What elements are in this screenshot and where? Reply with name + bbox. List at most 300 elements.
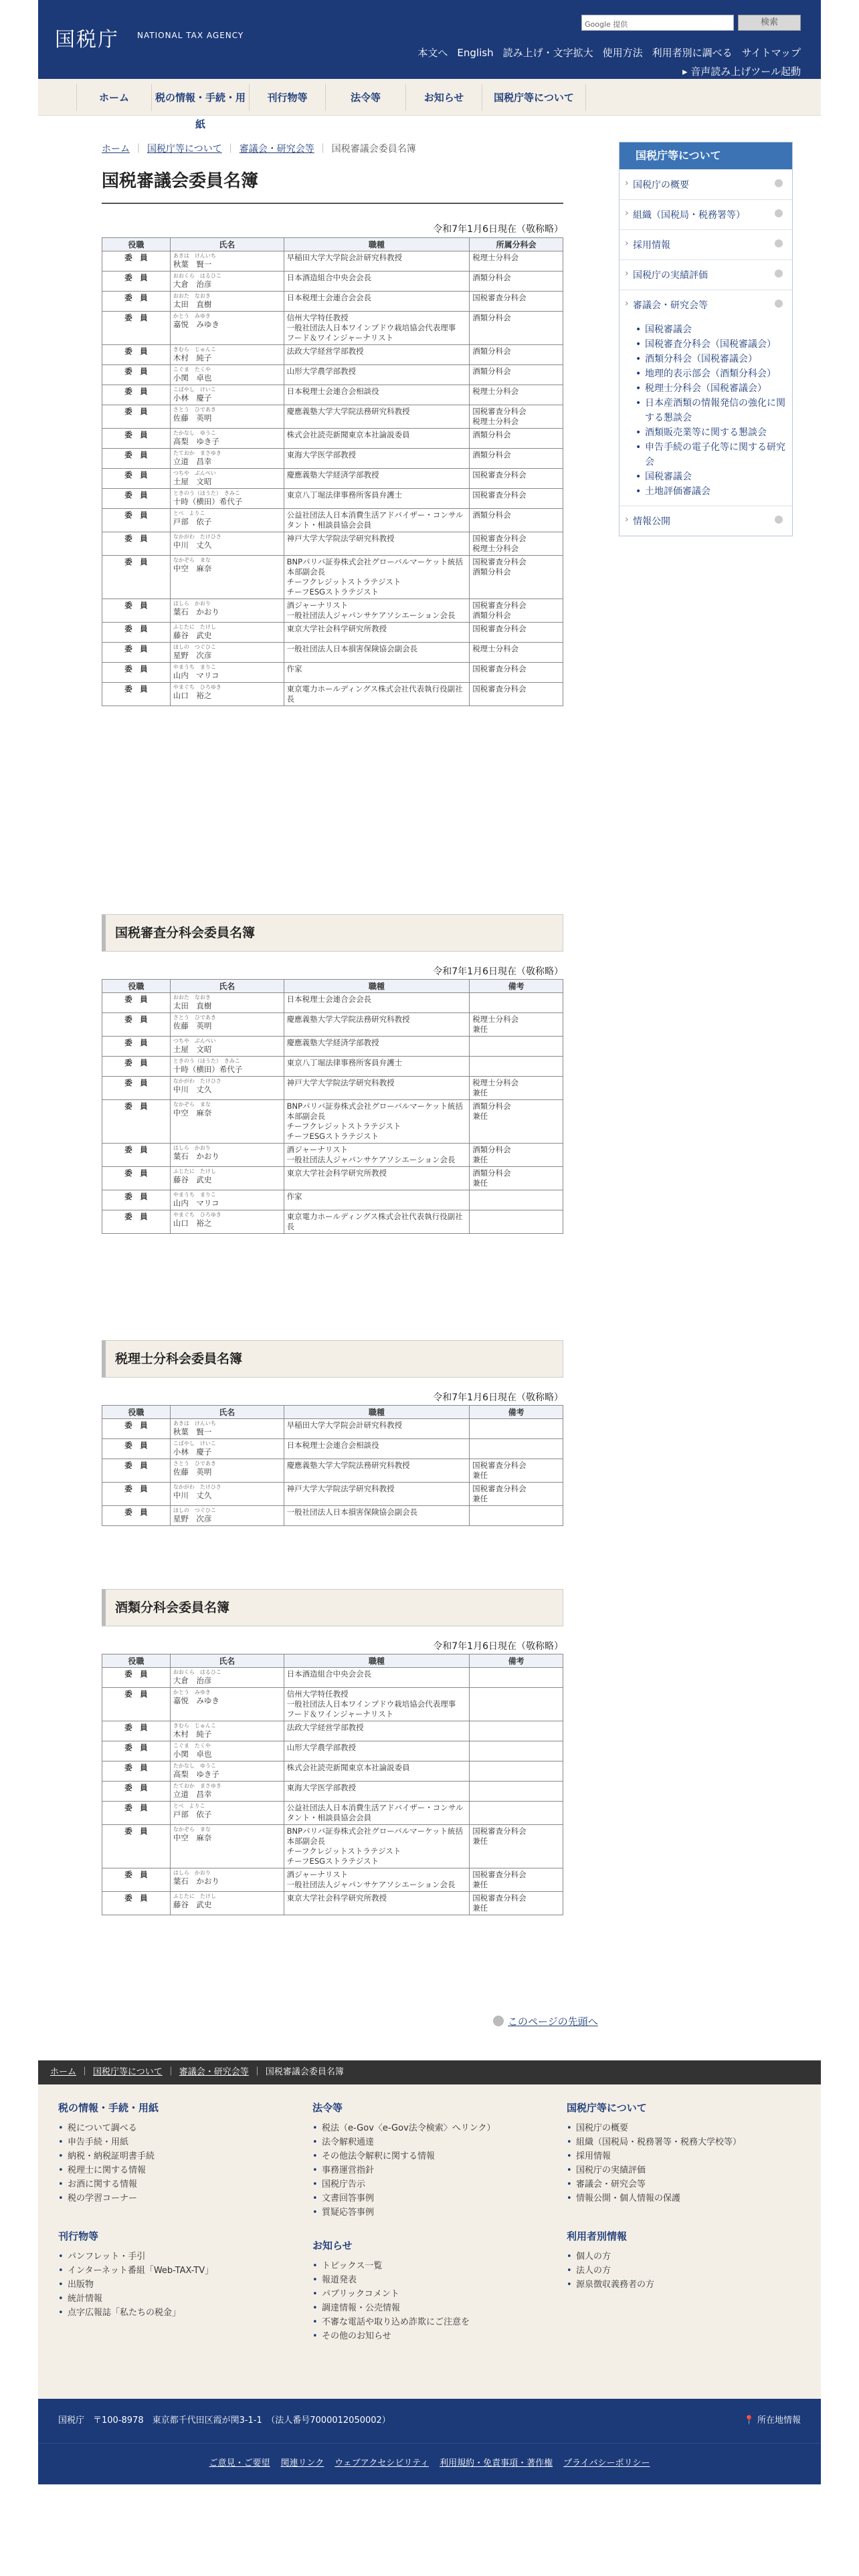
subcommittee-cell: 国税審査分科会 — [470, 292, 563, 312]
util-link[interactable]: 利用者別に調べる — [652, 47, 733, 59]
footer-link[interactable]: • 組織（国税局・税務署等・税務大学校等） — [567, 2135, 794, 2149]
post-cell: 株式会社読売新聞東京本社論説委員 — [284, 429, 470, 449]
footer-link[interactable]: • 源泉徴収義務者の方 — [567, 2278, 794, 2292]
subcommittee-cell — [470, 1037, 563, 1057]
section-title: 税理士分科会委員名簿 — [102, 1340, 563, 1378]
table-row — [102, 623, 563, 643]
name-reading: やまうち まりこ — [173, 1192, 216, 1198]
member-name: 小林 慶子 — [173, 1447, 212, 1457]
footer-column-title[interactable]: 法令等 — [312, 2102, 343, 2114]
post-cell: 公益社団法人日本消費生活アドバイザー・コンサルタント・相談員協会会員 — [284, 1802, 470, 1825]
sidebar-subitem[interactable]: • 国税審議会 — [636, 322, 785, 337]
member-name: 土屋 文昭 — [173, 1045, 212, 1054]
name-cell — [170, 1100, 284, 1144]
subcommittee-cell: 税理士分科会 — [470, 385, 563, 405]
post-cell: 作家 — [284, 663, 470, 683]
sidebar-subitem[interactable]: • 国税審査分科会（国税審議会） — [636, 337, 785, 352]
util-link[interactable]: 本文へ — [417, 47, 448, 59]
post-cell: 日本税理士会連合会相談役 — [284, 1439, 470, 1459]
post-cell: 慶應義塾大学経済学部教授 — [284, 469, 470, 489]
subcommittee-cell — [470, 1210, 563, 1234]
page-title: 国税審議会委員名簿 — [102, 167, 563, 204]
name-cell — [170, 509, 284, 532]
as-of-date: 令和7年1月6日現在（敬称略） — [433, 1641, 563, 1652]
footer-bottom-link[interactable]: プライバシーポリシー — [563, 2458, 650, 2468]
name-reading: おおくら はるひこ — [173, 1669, 221, 1675]
footer-link[interactable]: • 国税庁の実績評価 — [567, 2163, 794, 2177]
subcommittee-cell: 税理士分科会 兼任 — [470, 1013, 563, 1037]
footer-link[interactable]: • 税理士に関する情報 — [58, 2163, 286, 2177]
table-row — [102, 1077, 563, 1100]
chevron-right-icon: › — [625, 178, 629, 189]
name-cell — [170, 292, 284, 312]
table-row — [102, 1419, 563, 1439]
member-table — [102, 979, 563, 1234]
name-cell — [170, 1825, 284, 1868]
site-logo-en: NATIONAL TAX AGENCY — [137, 31, 244, 40]
table-row — [102, 1057, 563, 1077]
plus-icon — [775, 239, 783, 247]
role-cell: 委 員 — [102, 1419, 171, 1439]
subcommittee-cell: 酒類分科会 兼任 — [470, 1144, 563, 1167]
role-cell: 委 員 — [102, 1802, 171, 1825]
sidebar-item-label: 審議会・研究会等 — [633, 300, 708, 311]
table-row — [102, 272, 563, 292]
member-name: 嘉悦 みゆき — [173, 320, 219, 329]
name-reading: はしら かおり — [173, 1870, 211, 1876]
footer-address — [38, 2399, 821, 2443]
name-reading: おおくら はるひこ — [173, 273, 221, 279]
site-logo[interactable]: 国税庁 — [55, 28, 119, 51]
column-header: 職種 — [284, 980, 470, 993]
name-cell — [170, 1761, 284, 1782]
nav-item[interactable]: お知らせ — [405, 84, 482, 111]
name-reading: たておか まさゆき — [173, 1783, 221, 1789]
sidebar-subitem[interactable]: • 酒類分科会（国税審議会） — [636, 352, 785, 366]
name-reading: きむら じゅんこ — [173, 346, 216, 352]
role-cell: 委 員 — [102, 251, 171, 272]
breadcrumb-item[interactable]: 審議会・研究会等 — [179, 2067, 249, 2077]
name-reading: やまぐち ひろゆき — [173, 684, 221, 690]
footer-link[interactable]: • 納税・納税証明書手続 — [58, 2149, 286, 2163]
table-row — [102, 312, 563, 345]
sidebar-subitem[interactable]: • 土地評価審議会 — [636, 484, 785, 499]
chevron-right-icon: › — [625, 268, 629, 279]
member-name: 大倉 治彦 — [173, 280, 212, 289]
post-cell: 東海大学医学部教授 — [284, 1782, 470, 1802]
sidebar-item[interactable] — [619, 290, 792, 320]
name-reading: たておか まさゆき — [173, 450, 221, 456]
footer-link[interactable]: • その他法令解釈に関する情報 — [312, 2149, 540, 2163]
footer-column-title[interactable]: 刊行物等 — [58, 2230, 99, 2242]
name-cell — [170, 1668, 284, 1688]
sidebar-subitem[interactable]: • 税理士分科会（国税審議会） — [636, 381, 785, 396]
subcommittee-cell: 酒類分科会 — [470, 345, 563, 365]
post-cell: 神戸大学大学院法学研究科教授 — [284, 532, 470, 556]
footer-sitemap — [38, 2084, 821, 2399]
post-cell: 慶應義塾大学大学院法務研究科教授 — [284, 405, 470, 429]
role-cell: 委 員 — [102, 1057, 171, 1077]
table-header-row — [102, 980, 563, 993]
member-name: 葉石 かおり — [173, 1152, 219, 1161]
member-name: 木村 純子 — [173, 1729, 212, 1739]
role-cell: 委 員 — [102, 643, 171, 663]
column-header: 職種 — [284, 1654, 470, 1668]
role-cell: 委 員 — [102, 623, 171, 643]
footer-link[interactable]: • 出版物 — [58, 2278, 286, 2292]
role-cell: 委 員 — [102, 449, 171, 469]
name-cell — [170, 599, 284, 623]
footer-link[interactable]: • 報道発表 — [312, 2273, 540, 2287]
table-row — [102, 1741, 563, 1761]
search-input[interactable]: Google 提供 — [581, 15, 734, 31]
role-cell: 委 員 — [102, 1037, 171, 1057]
footer-link[interactable]: • 事務運営指針 — [312, 2163, 540, 2177]
name-cell — [170, 1439, 284, 1459]
table-row — [102, 1210, 563, 1234]
name-reading: ほしの つぐひこ — [173, 1507, 216, 1513]
breadcrumb-item[interactable]: 審議会・研究会等 — [239, 144, 314, 154]
table-row — [102, 663, 563, 683]
name-reading: おおた なおき — [173, 293, 211, 299]
footer-link[interactable]: • 文書回答事例 — [312, 2191, 540, 2206]
table-row — [102, 1802, 563, 1825]
footer-link[interactable]: • 調達情報・公売情報 — [312, 2301, 540, 2315]
column-header: 職種 — [284, 1406, 470, 1419]
table-row — [102, 345, 563, 365]
post-cell: 一般社団法人日本損害保険協会副会長 — [284, 1506, 470, 1526]
sidebar-head[interactable]: 国税庁等について — [619, 142, 792, 169]
name-cell — [170, 1077, 284, 1100]
footer-column — [567, 2229, 794, 2292]
member-name: 星野 次彦 — [173, 1514, 212, 1523]
footer-column-title[interactable]: 税の情報・手続・用紙 — [58, 2102, 159, 2114]
post-cell: BNPパリバ証券株式会社グローバルマーケット統括本部副会長 チーフクレジットストラテジスト チーフESGストラテジスト — [284, 1825, 470, 1868]
sidebar-subitem[interactable]: • 日本産酒類の情報発信の強化に関する懇談会 — [636, 396, 785, 425]
post-cell: 東京大学社会科学研究所教授 — [284, 1892, 470, 1915]
table-row — [102, 251, 563, 272]
column-header: 氏名 — [170, 238, 284, 251]
name-cell — [170, 1144, 284, 1167]
table-row — [102, 993, 563, 1013]
member-name: 葉石 かおり — [173, 607, 219, 617]
subcommittee-cell: 国税審査分科会 — [470, 489, 563, 509]
role-cell: 委 員 — [102, 405, 171, 429]
column-header: 氏名 — [170, 1654, 284, 1668]
role-cell: 委 員 — [102, 1761, 171, 1782]
post-cell: 早稲田大学大学院会計研究科教授 — [284, 1419, 470, 1439]
footer-column-title[interactable]: 国税庁等について — [567, 2102, 647, 2114]
member-name: 嘉悦 みゆき — [173, 1696, 219, 1705]
member-name: 小林 慶子 — [173, 393, 212, 403]
footer-link[interactable]: • パンフレット・手引 — [58, 2250, 286, 2264]
name-reading: つちや ぶんぺい — [173, 1038, 216, 1044]
footer-link[interactable]: • 審議会・研究会等 — [567, 2177, 794, 2191]
footer-bottom-link[interactable]: ご意見・ご要望 — [209, 2458, 270, 2468]
post-cell: 東京八丁堀法律事務所客員弁護士 — [284, 1057, 470, 1077]
name-reading: きむら じゅんこ — [173, 1723, 216, 1729]
footer-column-title[interactable]: 利用者別情報 — [567, 2230, 628, 2242]
name-cell — [170, 1057, 284, 1077]
table-header-row — [102, 238, 563, 251]
member-name: 木村 純子 — [173, 353, 212, 362]
post-cell: 法政大学経営学部教授 — [284, 345, 470, 365]
map-label: 所在地情報 — [757, 2416, 801, 2426]
footer-link[interactable]: • インターネット番組「Web-TAX-TV」 — [58, 2264, 286, 2278]
subcommittee-cell — [470, 1782, 563, 1802]
voice-tool-link[interactable]: ▸ 音声読み上げツール起動 — [682, 66, 801, 78]
nav-item[interactable]: 刊行物等 — [249, 84, 325, 111]
name-reading: かとう みゆき — [173, 313, 211, 319]
breadcrumb-item[interactable]: ホーム — [50, 2067, 77, 2077]
member-name: 中川 丈久 — [173, 540, 212, 550]
post-cell: 一般社団法人日本損害保険協会副会長 — [284, 643, 470, 663]
footer-link[interactable]: • 採用情報 — [567, 2149, 794, 2163]
table-row — [102, 1825, 563, 1868]
footer-link[interactable]: • パブリックコメント — [312, 2287, 540, 2301]
footer-link[interactable]: • その他のお知らせ — [312, 2329, 540, 2343]
member-name: 高梨 ゆき子 — [173, 1769, 219, 1779]
name-reading: かとう みゆき — [173, 1689, 211, 1695]
footer-column — [312, 2238, 540, 2343]
subcommittee-cell: 酒類分科会 — [470, 449, 563, 469]
footer-bottom-link[interactable]: ウェブアクセシビリティ — [335, 2458, 430, 2468]
subcommittee-cell: 国税審査分科会 税理士分科会 — [470, 532, 563, 556]
role-cell: 委 員 — [102, 1190, 171, 1210]
subcommittee-cell: 酒類分科会 兼任 — [470, 1100, 563, 1144]
name-cell — [170, 272, 284, 292]
post-cell: 慶應義塾大学大学院法務研究科教授 — [284, 1459, 470, 1483]
util-link[interactable]: English — [457, 47, 494, 59]
sidebar-item[interactable] — [619, 199, 792, 229]
name-cell — [170, 1210, 284, 1234]
role-cell: 委 員 — [102, 469, 171, 489]
search-button[interactable]: 検索 — [738, 15, 801, 31]
name-cell — [170, 1802, 284, 1825]
column-header: 役職 — [102, 238, 171, 251]
role-cell: 委 員 — [102, 1868, 171, 1892]
footer-link[interactable]: • 法人の方 — [567, 2264, 794, 2278]
breadcrumb-item: 国税審議会委員名簿 — [265, 2067, 344, 2077]
member-name: 太田 直樹 — [173, 1001, 212, 1010]
member-name: 山口 裕之 — [173, 1218, 212, 1228]
name-reading: つちや ぶんぺい — [173, 470, 216, 476]
post-cell: 山形大学農学部教授 — [284, 1741, 470, 1761]
name-cell — [170, 1782, 284, 1802]
sidebar-item[interactable] — [619, 229, 792, 259]
name-cell — [170, 1506, 284, 1526]
role-cell: 委 員 — [102, 489, 171, 509]
footer-bottom-link[interactable]: 関連リンク — [280, 2458, 324, 2468]
role-cell: 委 員 — [102, 292, 171, 312]
name-cell — [170, 1868, 284, 1892]
role-cell: 委 員 — [102, 1100, 171, 1144]
subcommittee-cell: 酒類分科会 — [470, 509, 563, 532]
post-cell: 神戸大学大学院法学研究科教授 — [284, 1483, 470, 1506]
table-row — [102, 1459, 563, 1483]
post-cell: 日本酒造組合中央会会長 — [284, 272, 470, 292]
name-cell — [170, 469, 284, 489]
footer-link[interactable]: • 不審な電話や取り込め詐欺にご注意を — [312, 2315, 540, 2329]
table-row — [102, 1439, 563, 1459]
nav-item[interactable]: 税の情報・手続・用紙 — [151, 84, 249, 111]
role-cell: 委 員 — [102, 1721, 171, 1741]
role-cell: 委 員 — [102, 1144, 171, 1167]
subcommittee-cell: 国税審査分科会 — [470, 469, 563, 489]
table-row — [102, 1483, 563, 1506]
member-name: 小関 卓也 — [173, 373, 212, 383]
footer-link[interactable]: • 法令解釈通達 — [312, 2135, 540, 2149]
footer-link[interactable]: • 申告手続・用紙 — [58, 2135, 286, 2149]
member-table-wrap — [102, 1654, 563, 1915]
table-row — [102, 385, 563, 405]
name-reading: こぐま たくや — [173, 1743, 211, 1749]
footer-link[interactable]: • 点字広報誌「私たちの税金」 — [58, 2306, 286, 2320]
post-cell: 東京電力ホールディングス株式会社代表執行役副社長 — [284, 1210, 470, 1234]
role-cell: 委 員 — [102, 345, 171, 365]
subcommittee-cell: 国税審査分科会 — [470, 623, 563, 643]
column-header: 役職 — [102, 980, 171, 993]
footer-link[interactable]: • 統計情報 — [58, 2292, 286, 2306]
name-reading: ふじたに たけし — [173, 624, 216, 630]
footer-bottom-link[interactable]: 利用規約・免責事項・著作権 — [440, 2458, 553, 2468]
nav-item[interactable]: 法令等 — [325, 84, 405, 111]
map-link[interactable]: 📍 所在地情報 — [743, 2416, 801, 2426]
role-cell: 委 員 — [102, 532, 171, 556]
breadcrumb-separator: ｜ — [134, 144, 143, 154]
name-reading: やまうち まりこ — [173, 664, 216, 670]
role-cell: 委 員 — [102, 1439, 171, 1459]
subcommittee-cell — [470, 1668, 563, 1688]
page-top-link[interactable] — [493, 2014, 598, 2028]
subcommittee-cell: 酒類分科会 — [470, 429, 563, 449]
post-cell: 慶應義塾大学経済学部教授 — [284, 1037, 470, 1057]
member-table — [102, 1405, 563, 1526]
table-row — [102, 532, 563, 556]
global-nav — [38, 79, 821, 130]
footer-link[interactable]: • 情報公開・個人情報の保護 — [567, 2191, 794, 2206]
sidebar-subitem[interactable]: • 申告手続の電子化等に関する研究会 — [636, 440, 785, 469]
util-link[interactable]: 読み上げ・文字拡大 — [502, 47, 593, 59]
sidebar — [619, 142, 793, 536]
sidebar-item[interactable] — [619, 506, 792, 536]
name-reading: とべ よりこ — [173, 510, 205, 516]
member-name: 藤谷 武史 — [173, 631, 212, 640]
util-link[interactable]: サイトマップ — [741, 47, 801, 59]
chevron-right-icon: › — [625, 298, 629, 309]
subcommittee-cell: 国税審査分科会 — [470, 663, 563, 683]
table-row — [102, 449, 563, 469]
chevron-right-icon: › — [625, 238, 629, 249]
member-table — [102, 237, 563, 706]
footer-link[interactable]: • 税の学習コーナー — [58, 2191, 286, 2206]
sidebar-item-label: 採用情報 — [633, 240, 670, 251]
name-cell — [170, 683, 284, 706]
page — [38, 0, 821, 2468]
table-row — [102, 1037, 563, 1057]
post-cell: 酒ジャーナリスト 一般社団法人ジャパンサケアソシエーション会長 — [284, 1868, 470, 1892]
role-cell: 委 員 — [102, 1688, 171, 1721]
plus-icon — [775, 270, 783, 278]
name-cell — [170, 385, 284, 405]
subcommittee-cell: 税理士分科会 — [470, 251, 563, 272]
post-cell: 株式会社読売新聞東京本社論説委員 — [284, 1761, 470, 1782]
column-header: 職種 — [284, 238, 470, 251]
util-link[interactable]: 使用方法 — [602, 47, 643, 59]
table-row — [102, 599, 563, 623]
footer-links — [38, 2443, 821, 2484]
post-cell: 東海大学医学部教授 — [284, 449, 470, 469]
table-row — [102, 405, 563, 429]
footer-link[interactable]: • 質疑応答事例 — [312, 2206, 540, 2220]
sidebar-subitem[interactable]: • 国税審議会 — [636, 469, 785, 484]
post-cell: BNPパリバ証券株式会社グローバルマーケット統括本部副会長 チーフクレジットストラテジスト チーフESGストラテジスト — [284, 1100, 470, 1144]
post-cell: 信州大学特任教授 一般社団法人日本ワインブドウ栽培協会代表理事 フード＆ワインジャーナリスト — [284, 312, 470, 345]
as-of-date: 令和7年1月6日現在（敬称略） — [433, 224, 563, 235]
sidebar-item[interactable] — [619, 259, 792, 290]
subcommittee-cell: 酒類分科会 兼任 — [470, 1167, 563, 1190]
breadcrumb-separator: ｜ — [166, 2067, 175, 2077]
sidebar-item-label: 情報公開 — [633, 516, 670, 527]
subcommittee-cell: 国税審査分科会 兼任 — [470, 1868, 563, 1892]
breadcrumb-item[interactable]: 国税庁等について — [93, 2067, 163, 2077]
name-reading: さとう ひであき — [173, 407, 216, 413]
footer-link[interactable]: • 個人の方 — [567, 2250, 794, 2264]
member-name: 十時（横田）希代子 — [173, 1065, 243, 1074]
footer-column — [567, 2101, 794, 2206]
member-name: 星野 次彦 — [173, 651, 212, 660]
role-cell: 委 員 — [102, 556, 171, 599]
sidebar-item[interactable] — [619, 169, 792, 199]
chevron-right-icon: › — [625, 208, 629, 219]
role-cell: 委 員 — [102, 683, 171, 706]
column-header: 氏名 — [170, 1406, 284, 1419]
member-name: 十時（横田）希代子 — [173, 497, 243, 506]
role-cell: 委 員 — [102, 1668, 171, 1688]
footer-link[interactable]: • 税法（e-Gov〈e-Gov法令検索〉へリンク） — [312, 2121, 540, 2135]
sidebar-subitem[interactable]: • 地理的表示部会（酒類分科会） — [636, 366, 785, 381]
footer-link[interactable]: • 国税庁の概要 — [567, 2121, 794, 2135]
name-reading: なかがわ たけひさ — [173, 1484, 221, 1490]
subcommittee-cell: 国税審査分科会 — [470, 683, 563, 706]
footer-link[interactable]: • お酒に関する情報 — [58, 2177, 286, 2191]
breadcrumb-item[interactable]: 国税庁等について — [147, 144, 222, 154]
address-text: 国税庁 〒100-8978 東京都千代田区霞が関3-1-1 （法人番号7000012050002） — [58, 2416, 391, 2426]
name-reading: こぐま たくや — [173, 366, 211, 372]
sidebar-subitem[interactable]: • 酒類販売業等に関する懇談会 — [636, 425, 785, 440]
page-top-label: このページの先頭へ — [508, 2016, 598, 2028]
name-reading: とべ よりこ — [173, 1803, 205, 1809]
name-reading: こばやし けいこ — [173, 1440, 216, 1446]
name-cell — [170, 643, 284, 663]
as-of-date: 令和7年1月6日現在（敬称略） — [433, 966, 563, 977]
nav-item[interactable]: ホーム — [76, 84, 151, 111]
member-name: 小関 卓也 — [173, 1749, 212, 1759]
subcommittee-cell: 酒類分科会 — [470, 272, 563, 292]
table-row — [102, 1721, 563, 1741]
footer-link[interactable]: • トピックス一覧 — [312, 2259, 540, 2273]
footer-link[interactable]: • 国税庁告示 — [312, 2177, 540, 2191]
member-name: 中空 麻奈 — [173, 1833, 212, 1842]
breadcrumb-item[interactable]: ホーム — [102, 144, 130, 154]
nav-item[interactable]: 国税庁等について — [482, 84, 586, 111]
post-cell: 東京大学社会科学研究所教授 — [284, 1167, 470, 1190]
footer-link[interactable]: • 税について調べる — [58, 2121, 286, 2135]
breadcrumb — [102, 142, 416, 155]
post-cell: 慶應義塾大学大学院法務研究科教授 — [284, 1013, 470, 1037]
member-name: 土屋 文昭 — [173, 477, 212, 486]
footer-column-title[interactable]: お知らせ — [312, 2240, 353, 2252]
